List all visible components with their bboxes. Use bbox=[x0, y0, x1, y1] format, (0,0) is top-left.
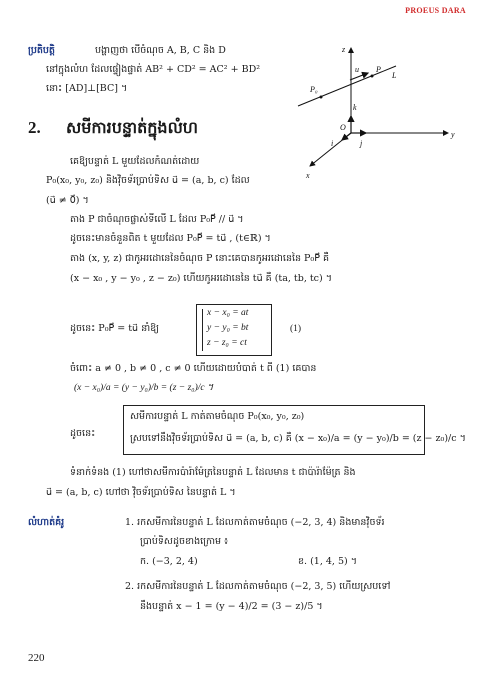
system-eq-2: y − y₀ = bt bbox=[207, 323, 249, 333]
box-lead: ដូចនេះ bbox=[70, 428, 96, 439]
point-P bbox=[371, 75, 374, 78]
section-title: សមីការបន្ទាត់ក្នុងលំហ bbox=[66, 118, 199, 137]
label-y: y bbox=[451, 130, 455, 139]
coordinate-figure bbox=[288, 38, 468, 188]
body-p1: គេឱ្យបន្ទាត់ L មួយដែលកំណត់ដោយ bbox=[70, 156, 200, 167]
body-p4: តាង P ជាចំណុចផ្លាស់ទីលើ L ដែល P₀P⃗ // u⃗ ។ bbox=[70, 214, 244, 225]
example-line-1: បង្ហាញថា បើចំណុច A, B, C និង D bbox=[95, 45, 226, 56]
result-box bbox=[123, 405, 466, 455]
result-line-1: សមីការបន្ទាត់ L កាត់តាមចំណុច P₀(x₀, y₀, z₀) bbox=[130, 411, 305, 422]
example-line-3: នោះ [AD]⊥[BC] ។ bbox=[46, 83, 128, 94]
vector-i bbox=[342, 133, 351, 140]
page-number: 220 bbox=[28, 652, 45, 664]
label-x: x bbox=[306, 171, 310, 180]
body-p2: P₀(x₀, y₀, z₀) និងវ៉ិចទ័រប្រាប់ទិស u⃗ = (a, b, c) ដែល bbox=[46, 175, 250, 186]
body-p9: (x − x₀)/a = (y − y₀)/b = (z − z₀)/c ។ bbox=[74, 383, 214, 393]
header-brand: PROEUS DARA bbox=[405, 6, 466, 15]
example-line-2: នៅក្នុងលំហ ដែលផ្ទៀងផ្ទាត់ AB² + CD² = AC² + BD² bbox=[46, 64, 261, 75]
exercise-2-line-2: នឹងបន្ទាត់ x − 1 = (y − 4)/2 = (3 − z)/5 ។ bbox=[140, 601, 323, 612]
section-number: 2. bbox=[28, 118, 41, 137]
exercise-1-line-2: ប្រាប់ទិសដូចខាងក្រោម ៖ bbox=[140, 536, 229, 547]
body-p11: u⃗ = (a, b, c) ហៅថា វ៉ិចទ័រប្រាប់ទិស នៃបន្ទាត់ L ។ bbox=[46, 487, 236, 498]
point-P0 bbox=[320, 96, 323, 99]
exercise-1-option-b: ខ. (1, 4, 5) ។ bbox=[298, 556, 357, 567]
param-system-box bbox=[196, 304, 272, 356]
system-eq-1: x − x₀ = at bbox=[207, 308, 249, 318]
label-z: z bbox=[342, 45, 346, 54]
label-L: L bbox=[392, 71, 397, 80]
exercise-1-line-1: 1. រកសមីការនៃបន្ទាត់ L ដែលកាត់តាមចំណុច (−2, 3, 4) និងមានវ៉ិចទ័រ bbox=[125, 517, 385, 528]
exercise-1-option-a: ក. (−3, 2, 4) bbox=[140, 556, 198, 567]
label-i: i bbox=[331, 139, 334, 148]
body-p3: (u⃗ ≠ 0⃗) ។ bbox=[46, 195, 89, 206]
exercise-2-line-1: 2. រកសមីការនៃបន្ទាត់ L ដែលកាត់តាមចំណុច (−2, 3, 5) ហើយស្របទៅ bbox=[125, 581, 391, 592]
label-k: k bbox=[353, 103, 357, 112]
equation-number: (1) bbox=[290, 324, 302, 334]
exercise-label: លំហាត់គំរូ bbox=[28, 517, 65, 528]
body-p8: ចំពោះ a ≠ 0 , b ≠ 0 , c ≠ 0 ហើយដោយបំបាត់ t ពី (1) គេបាន bbox=[70, 363, 317, 374]
label-j: j bbox=[360, 139, 363, 148]
body-p10: ទំនាក់ទំនង (1) ហៅថាសមីការប៉ារ៉ាម៉ែត្រនៃបន្ទាត់ L ដែលមាន t ជាប៉ារ៉ាម៉ែត្រ និង bbox=[70, 467, 356, 478]
body-p7: (x − x₀ , y − y₀ , z − z₀) ហើយកូអរដោនេនៃ tu⃗ គឺ (ta, tb, tc) ។ bbox=[70, 273, 332, 284]
label-O: O bbox=[340, 123, 346, 132]
system-brace bbox=[202, 309, 203, 351]
body-p6: តាង (x, y, z) ជាកូអរដោនេនៃចំណុច P នោះគេបានកូអរដោនេនៃ P₀P⃗ គឺ bbox=[70, 253, 330, 264]
label-P: P bbox=[376, 65, 381, 74]
example-label: ប្រតិបត្តិ bbox=[28, 45, 55, 56]
result-line-2: ស្របទៅនឹងវ៉ិចទ័រប្រាប់ទិស u⃗ = (a, b, c) គឺ (x − x₀)/a = (y − y₀)/b = (z − z₀)/c ។ bbox=[130, 433, 466, 444]
body-p5: ដូចនេះមានចំនួនពិត t មួយដែល P₀P⃗ = tu⃗ , (t∈ℝ) ។ bbox=[70, 233, 271, 244]
system-eq-3: z − z₀ = ct bbox=[207, 338, 247, 348]
label-u: u bbox=[355, 65, 359, 74]
eq-lead: ដូចនេះ P₀P⃗ = tu⃗ នាំឱ្យ bbox=[70, 323, 159, 334]
label-P0: P₀ bbox=[310, 85, 318, 94]
